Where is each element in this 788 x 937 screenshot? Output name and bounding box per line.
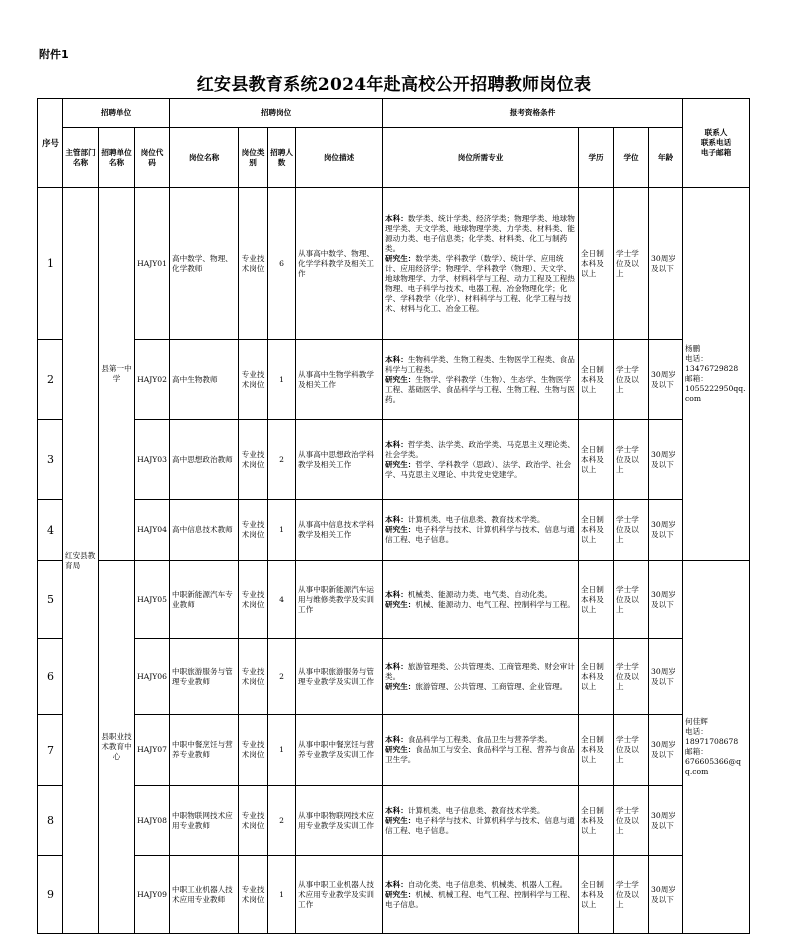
age-cell: 30周岁及以下 [649, 500, 683, 561]
edu-cell: 全日制本科及以上 [579, 340, 614, 420]
desc-cell: 从事中职新能源汽车运用与维修类教学及实训工作 [296, 561, 383, 639]
pg-text: 旅游管理、公共管理、工商管理、企业管理。 [415, 681, 568, 691]
age-cell: 30周岁及以下 [649, 420, 683, 500]
ug-label: 本科： [385, 735, 408, 744]
edu-cell: 全日制本科及以上 [579, 561, 614, 639]
pg-label: 研究生： [385, 745, 416, 754]
edu-cell: 全日制本科及以上 [579, 639, 614, 715]
table-row [63, 561, 750, 639]
post-name-cell: 高中生物教师 [170, 340, 239, 420]
pg-text: 数学类、学科教学（数学）、统计学、应用统计、应用经济学；物理学、学科教学（物理）、天文学、地球物理学、力学、材料科学与工程、动力工程及工程热物理、电子科学与技术、电器工程、冶金物理化学；化学、学科教学（化学）、材料科学与工程、化学工程与技术、材料与化工、冶金工程。 [385, 253, 575, 313]
ug-text: 自动化类、电子信息类、机械类、机器人工程。 [407, 879, 568, 889]
desc-header: 岗位描述 [296, 128, 383, 188]
seq-cell: 4 [38, 500, 64, 561]
major-header: 岗位所需专业 [383, 128, 579, 188]
post-name-cell: 高中信息技术教师 [170, 500, 239, 561]
contact-name: 杨鹏 [685, 344, 701, 353]
post-type-header: 岗位类别 [239, 128, 268, 188]
desc-cell: 从事高中思想政治学科教学及相关工作 [296, 420, 383, 500]
degree-cell: 学士学位及以上 [614, 420, 649, 500]
contact-phone: 18971708678 [685, 737, 739, 746]
dept-cell: 红安县教育局 [63, 188, 99, 934]
post-name-cell: 高中数学、物理、化学教师 [170, 188, 239, 340]
contact-mail-label: 邮箱： [685, 747, 708, 756]
ug-label: 本科： [385, 354, 408, 364]
page-title: 红安县教育系统2024年赴高校公开招聘教师岗位表 [196, 75, 592, 95]
req-group-header: 报考资格条件 [383, 99, 683, 128]
ug-text: 食品科学与工程类、食品卫生与营养学类。 [407, 735, 553, 744]
desc-cell: 从事高中数学、物理、化学学科教学及相关工作 [296, 188, 383, 340]
post-name-cell: 中职工业机器人技术应用专业教师 [170, 856, 239, 934]
pg-label: 研究生： [385, 599, 416, 609]
post-name-cell: 中职新能源汽车专业教师 [170, 561, 239, 639]
post-type-cell: 专业技术岗位 [239, 188, 268, 340]
code-cell: HAJY08 [135, 786, 170, 856]
post-name-cell: 高中思想政治教师 [170, 420, 239, 500]
seq-cell: 2 [38, 340, 64, 420]
degree-cell: 学士学位及以上 [614, 500, 649, 561]
count-header: 招聘人数 [268, 128, 296, 188]
count-cell: 6 [268, 188, 296, 340]
pg-label: 研究生： [385, 681, 416, 691]
desc-cell: 从事中职工业机器人技术应用专业教学及实训工作 [296, 856, 383, 934]
major-cell [383, 856, 579, 934]
ug-text: 哲学类、法学类、政治学类、马克思主义理论类、社会学类。 [385, 439, 575, 459]
ug-label: 本科： [385, 661, 408, 671]
degree-cell: 学士学位及以上 [614, 856, 649, 934]
pg-label: 研究生： [385, 815, 416, 825]
contact-phone-label: 电话： [685, 727, 708, 736]
count-cell: 4 [268, 561, 296, 639]
age-cell: 30周岁及以下 [649, 188, 683, 340]
contact-mail: 676605366@qq.com [685, 757, 741, 776]
unit-group-header: 招聘单位 [63, 99, 170, 128]
attachment-label: 附件1 [39, 48, 69, 61]
age-cell: 30周岁及以下 [649, 715, 683, 786]
pg-text: 电子科学与技术、计算机科学与技术、信息与通信工程、电子信息。 [385, 525, 575, 544]
code-header: 岗位代码 [135, 128, 170, 188]
desc-cell: 从事中职中餐烹饪与营养专业教学及实训工作 [296, 715, 383, 786]
seq-cell: 9 [38, 856, 64, 934]
recruitment-table [62, 98, 750, 934]
code-cell: HAJY07 [135, 715, 170, 786]
ug-label: 本科： [385, 879, 408, 889]
seq-cell: 1 [38, 188, 64, 340]
degree-cell: 学士学位及以上 [614, 188, 649, 340]
edu-cell: 全日制本科及以上 [579, 786, 614, 856]
ug-text: 机械类、能源动力类、电气类、自动化类。 [407, 589, 553, 599]
ug-label: 本科： [385, 213, 408, 223]
post-type-cell: 专业技术岗位 [239, 786, 268, 856]
sequence-column [37, 98, 63, 934]
post-type-cell: 专业技术岗位 [239, 639, 268, 715]
contact-cell [683, 561, 750, 934]
contact-phone-label: 电话： [685, 354, 708, 363]
edu-cell: 全日制本科及以上 [579, 188, 614, 340]
contact-mail: 1055222950qq.com [685, 384, 746, 403]
major-cell [383, 500, 579, 561]
unit-cell: 县职业技术教育中心 [99, 561, 135, 934]
pg-text: 哲学、学科教学（思政）、法学、政治学、社会学、马克思主义理论、中共党史党建学。 [385, 459, 572, 479]
count-cell: 2 [268, 786, 296, 856]
major-cell [383, 715, 579, 786]
ug-text: 计算机类、电子信息类、教育技术学类。 [407, 515, 545, 524]
degree-cell: 学士学位及以上 [614, 786, 649, 856]
post-type-cell: 专业技术岗位 [239, 340, 268, 420]
post-type-cell: 专业技术岗位 [239, 856, 268, 934]
table-row [63, 500, 750, 561]
degree-header: 学位 [614, 128, 649, 188]
table-row [63, 715, 750, 786]
code-cell: HAJY01 [135, 188, 170, 340]
degree-cell: 学士学位及以上 [614, 561, 649, 639]
post-name-cell: 中职物联网技术应用专业教师 [170, 786, 239, 856]
major-cell [383, 561, 579, 639]
ug-label: 本科： [385, 439, 408, 449]
count-cell: 1 [268, 340, 296, 420]
count-cell: 2 [268, 639, 296, 715]
post-type-cell: 专业技术岗位 [239, 500, 268, 561]
post-name-cell: 中职旅游服务与管理专业教师 [170, 639, 239, 715]
post-type-cell: 专业技术岗位 [239, 561, 268, 639]
contact-name: 何佳辉 [685, 717, 708, 726]
ug-text: 生物科学类、生物工程类、生物医学工程类、食品科学与工程类。 [385, 354, 575, 374]
pg-text: 机械、机械工程、电气工程、控制科学与工程、电子信息。 [385, 889, 575, 909]
table-row [63, 188, 750, 340]
edu-cell: 全日制本科及以上 [579, 715, 614, 786]
major-cell [383, 786, 579, 856]
degree-cell: 学士学位及以上 [614, 639, 649, 715]
seq-cell: 7 [38, 715, 64, 786]
age-cell: 30周岁及以下 [649, 786, 683, 856]
post-name-header: 岗位名称 [170, 128, 239, 188]
age-cell: 30周岁及以下 [649, 340, 683, 420]
pg-label: 研究生： [385, 459, 416, 469]
code-cell: HAJY09 [135, 856, 170, 934]
edu-cell: 全日制本科及以上 [579, 856, 614, 934]
age-cell: 30周岁及以下 [649, 561, 683, 639]
code-cell: HAJY03 [135, 420, 170, 500]
seq-cell: 3 [38, 420, 64, 500]
ug-text: 计算机类、电子信息类、教育技术学类。 [407, 805, 545, 815]
code-cell: HAJY05 [135, 561, 170, 639]
code-cell: HAJY02 [135, 340, 170, 420]
table-row [63, 856, 750, 934]
age-header: 年龄 [649, 128, 683, 188]
pg-label: 研究生： [385, 889, 416, 899]
post-name-cell: 中职中餐烹饪与营养专业教师 [170, 715, 239, 786]
major-cell [383, 420, 579, 500]
degree-cell: 学士学位及以上 [614, 340, 649, 420]
age-cell: 30周岁及以下 [649, 639, 683, 715]
major-cell [383, 188, 579, 340]
pg-label: 研究生： [385, 253, 416, 263]
pg-text: 电子科学与技术、计算机科学与技术、信息与通信工程、电子信息。 [385, 815, 575, 835]
seq-cell: 5 [38, 561, 64, 639]
edu-cell: 全日制本科及以上 [579, 420, 614, 500]
table-row [63, 786, 750, 856]
major-cell [383, 639, 579, 715]
ug-label: 本科： [385, 805, 408, 815]
pg-text: 机械、能源动力、电气工程、控制科学与工程。 [415, 599, 575, 609]
desc-cell: 从事中职旅游服务与管理专业教学及实训工作 [296, 639, 383, 715]
contact-mail-label: 邮箱： [685, 374, 708, 383]
seq-cell: 6 [38, 639, 64, 715]
pg-label: 研究生： [385, 525, 416, 534]
pg-label: 研究生： [385, 374, 416, 384]
ug-text: 数学类、统计学类、经济学类；物理学类、地球物理学类、天文学类、地球物理学类、力学类、材料类、能源动力类、电子信息类；化学类、材料类、化工与制药类。 [385, 213, 575, 253]
major-cell [383, 340, 579, 420]
pg-text: 生物学、学科教学（生物）、生态学、生物医学工程、基础医学、食品科学与工程、生物工程、生物与医药。 [385, 374, 575, 404]
code-cell: HAJY06 [135, 639, 170, 715]
ug-label: 本科： [385, 589, 408, 599]
dept-header: 主管部门名称 [63, 128, 99, 188]
table-row [63, 639, 750, 715]
table-row [63, 420, 750, 500]
age-cell: 30周岁及以下 [649, 856, 683, 934]
contact-phone: 13476729828 [685, 364, 739, 373]
code-cell: HAJY04 [135, 500, 170, 561]
count-cell: 1 [268, 856, 296, 934]
contact-cell [683, 188, 750, 561]
seq-cell: 8 [38, 786, 64, 856]
post-type-cell: 专业技术岗位 [239, 715, 268, 786]
edu-header: 学历 [579, 128, 614, 188]
count-cell: 2 [268, 420, 296, 500]
desc-cell: 从事高中生物学科教学及相关工作 [296, 340, 383, 420]
degree-cell: 学士学位及以上 [614, 715, 649, 786]
count-cell: 1 [268, 715, 296, 786]
pg-text: 食品加工与安全、食品科学与工程、营养与食品卫生学。 [385, 745, 575, 764]
seq-header: 序号 [38, 99, 64, 188]
desc-cell: 从事中职物联网技术应用专业教学及实训工作 [296, 786, 383, 856]
edu-cell: 全日制本科及以上 [579, 500, 614, 561]
post-type-cell: 专业技术岗位 [239, 420, 268, 500]
unit-header: 招聘单位名称 [99, 128, 135, 188]
count-cell: 1 [268, 500, 296, 561]
ug-label: 本科： [385, 515, 408, 524]
table-row [63, 340, 750, 420]
post-group-header: 招聘岗位 [170, 99, 383, 128]
ug-text: 旅游管理类、公共管理类、工商管理类、财会审计类。 [385, 661, 575, 681]
contact-header: 联系人 联系电话 电子邮箱 [683, 99, 750, 188]
desc-cell: 从事高中信息技术学科教学及相关工作 [296, 500, 383, 561]
unit-cell: 县第一中学 [99, 188, 135, 561]
